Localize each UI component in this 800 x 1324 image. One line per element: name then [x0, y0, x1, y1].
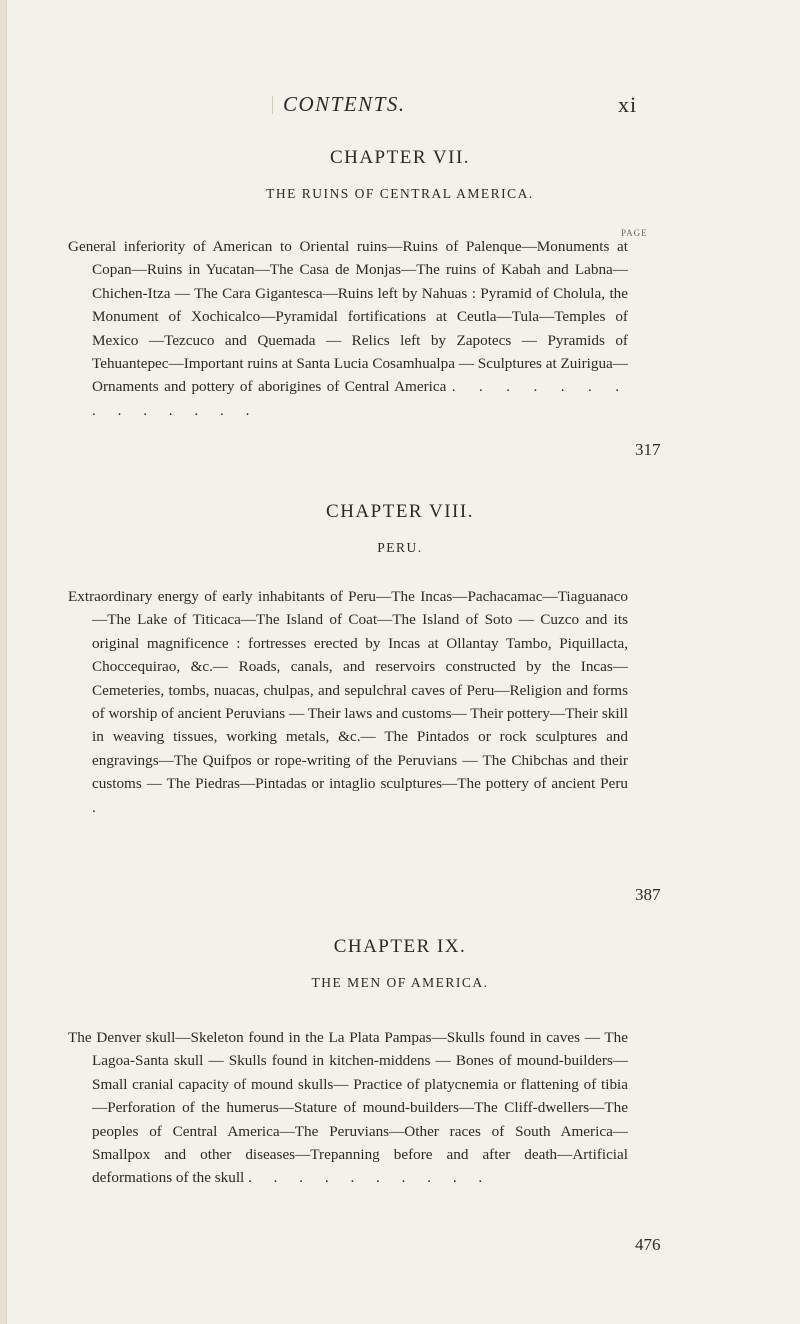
dot-leader: . [92, 798, 105, 816]
chapter-subtitle: THE RUINS OF CENTRAL AMERICA. [266, 186, 534, 201]
chapter-heading: CHAPTER VII. [329, 147, 471, 168]
chapter-viii [0, 500, 800, 558]
page-number: 317 [635, 440, 661, 459]
summary-text: General inferiority of American to Oriental ruins—Ruins of Palenque—Monuments at Copan—Ruins in Yucatan—The Casa de Monjas—The ruins of Kabah and Labna—Chichen-Itza — The Cara Gigantesca—Ruins left by Nahuas : Pyramid of Cholula, the Monument of Xochicalco—Pyramidal fortifications at Ceutla—Tula—Temples of Mexico —Tezcuco and Quemada — Relics left by Zapotecs — Pyramids of Tehuantepec—Important ruins at Santa Lucia Cosamhualpa — Sculptures at Zuirigua—Ornaments and pottery of aborigines of Central America [68, 238, 628, 396]
chapter-heading: CHAPTER VIII. [326, 501, 474, 522]
chapter-summary [68, 235, 628, 422]
chapter-ix [0, 935, 800, 993]
chapter-summary [68, 585, 628, 819]
chapter-subtitle: PERU. [377, 540, 423, 555]
page-number: 387 [635, 885, 661, 904]
summary-text: The Denver skull—Skeleton found in the La Plata Pampas—Skulls found in caves — The Lagoa-Santa skull — Skulls found in kitchen-middens — Bones of mound-builders—Small cranial capacity of mound skulls— Practice of platycnemia or flattening of tibia—Perforation of the humerus—Stature of mound-builders—The Cliff-dwellers—The peoples of Central America—The Peruvians—Other races of South America— Smallpox and other diseases—Trepanning before and after death—Artificial deformations of the skull [68, 1029, 628, 1187]
dot-leader: . . . . . . . . . . . . . . [92, 378, 628, 419]
dot-leader: . . . . . . . . . . [248, 1169, 492, 1187]
chapter-heading: CHAPTER IX. [333, 936, 467, 957]
chapter-subtitle: THE MEN OF AMERICA. [311, 975, 489, 990]
summary-text: Extraordinary energy of early inhabitants of Peru—The Incas—Pachacamac—Tiaguanaco—The Lake of Titicaca—The Island of Coat—The Island of Soto — Cuzco and its original magnificence : fortresses erected by Incas at Ollantay Tambo, Piquillacta, Choccequirao, &c.— Roads, canals, and reservoirs constructed by the Incas—Cemeteries, tombs, nuacas, chulpas, and sepulchral caves of Peru—Religion and forms of worship of ancient Peruvians — Their laws and customs— Their pottery—Their skill in weaving tissues, working metals, &c.— The Pintados or rock sculptures and engravings—The Quifpos or rope-writing of the Peruvians — The Chibchas and their customs — The Piedras—Pintadas or intaglio sculptures—The pottery of ancient Peru [68, 588, 628, 793]
page-column-label: PAGE [621, 228, 648, 238]
header-rule [272, 96, 273, 114]
chapter-vii [0, 146, 800, 204]
page-number: 476 [635, 1235, 661, 1254]
running-head [0, 92, 800, 122]
running-title: CONTENTS. [283, 92, 406, 116]
chapter-summary [68, 1026, 628, 1190]
page-folio: xi [618, 92, 638, 117]
